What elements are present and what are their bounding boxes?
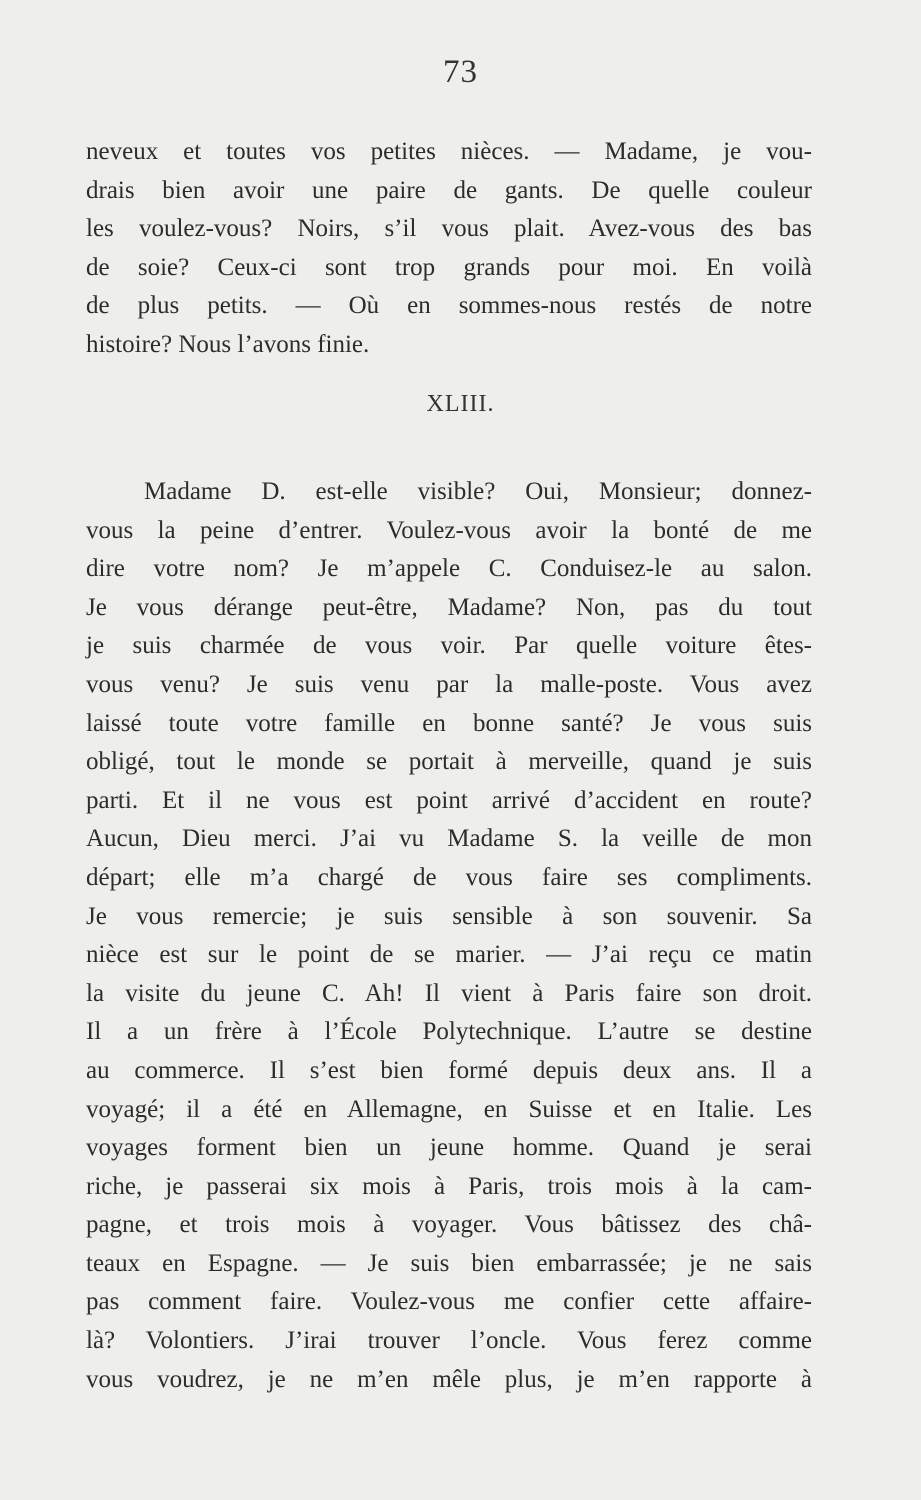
- text-line: vous voudrez, je ne m’en mêle plus, je m’en rapporte à: [86, 1365, 812, 1393]
- text-line: Je vous dérange peut-être, Madame? Non, pas du tout: [86, 593, 812, 621]
- text-line: teaux en Espagne. — Je suis bien embarrassée; je ne sais: [86, 1249, 812, 1277]
- text-line: pagne, et trois mois à voyager. Vous bâtissez des châ-: [86, 1211, 812, 1239]
- text-line: obligé, tout le monde se portait à merveille, quand je suis: [86, 748, 812, 776]
- text-line: vous venu? Je suis venu par la malle-poste. Vous avez: [86, 670, 812, 698]
- text-line: drais bien avoir une paire de gants. De quelle couleur: [86, 176, 812, 204]
- text-line: nièce est sur le point de se marier. — J’ai reçu ce matin: [86, 941, 812, 969]
- text-line: de soie? Ceux-ci sont trop grands pour moi. En voilà: [86, 253, 812, 281]
- text-line: riche, je passerai six mois à Paris, trois mois à la cam-: [86, 1172, 812, 1200]
- text-line: histoire? Nous l’avons finie.: [86, 330, 370, 358]
- page-number: 73: [443, 54, 478, 90]
- text-line: laissé toute votre famille en bonne santé? Je vous suis: [86, 709, 812, 737]
- text-line: voyages forment bien un jeune homme. Quand je serai: [86, 1134, 812, 1162]
- text-line: de plus petits. — Où en sommes-nous restés de notre: [86, 292, 812, 320]
- text-line: je suis charmée de vous voir. Par quelle voiture êtes-: [86, 632, 812, 660]
- section-heading: XLIII.: [426, 391, 495, 417]
- paragraph-continuation: [86, 133, 812, 365]
- text-line: neveux et toutes vos petites nièces. — Madame, je vou-: [86, 138, 812, 165]
- text-line: Il a un frère à l’École Polytechnique. L’autre se destine: [86, 1018, 812, 1046]
- text-line: au commerce. Il s’est bien formé depuis deux ans. Il a: [86, 1056, 812, 1084]
- text-line: dire votre nom? Je m’appele C. Conduisez-le au salon.: [86, 555, 812, 583]
- text-line: pas comment faire. Voulez-vous me confier cette affaire-: [86, 1288, 812, 1316]
- text-line: départ; elle m’a chargé de vous faire ses compliments.: [86, 863, 812, 891]
- text-line: Aucun, Dieu merci. J’ai vu Madame S. la veille de mon: [86, 825, 812, 853]
- text-line: là? Volontiers. J’irai trouver l’oncle. Vous ferez comme: [86, 1327, 812, 1355]
- text-line: les voulez-vous? Noirs, s’il vous plait. Avez-vous des bas: [86, 215, 812, 243]
- paragraph-dialogue: [86, 473, 812, 1399]
- text-line: Je vous remercie; je suis sensible à son souvenir. Sa: [86, 902, 812, 930]
- text-line: Madame D. est-elle visible? Oui, Monsieur; donnez-: [144, 478, 812, 505]
- text-line: voyagé; il a été en Allemagne, en Suisse et en Italie. Les: [86, 1095, 812, 1123]
- text-line: parti. Et il ne vous est point arrivé d’accident en route?: [86, 786, 812, 814]
- text-line: vous la peine d’entrer. Voulez-vous avoir la bonté de me: [86, 516, 812, 544]
- text-line: la visite du jeune C. Ah! Il vient à Paris faire son droit.: [86, 979, 812, 1007]
